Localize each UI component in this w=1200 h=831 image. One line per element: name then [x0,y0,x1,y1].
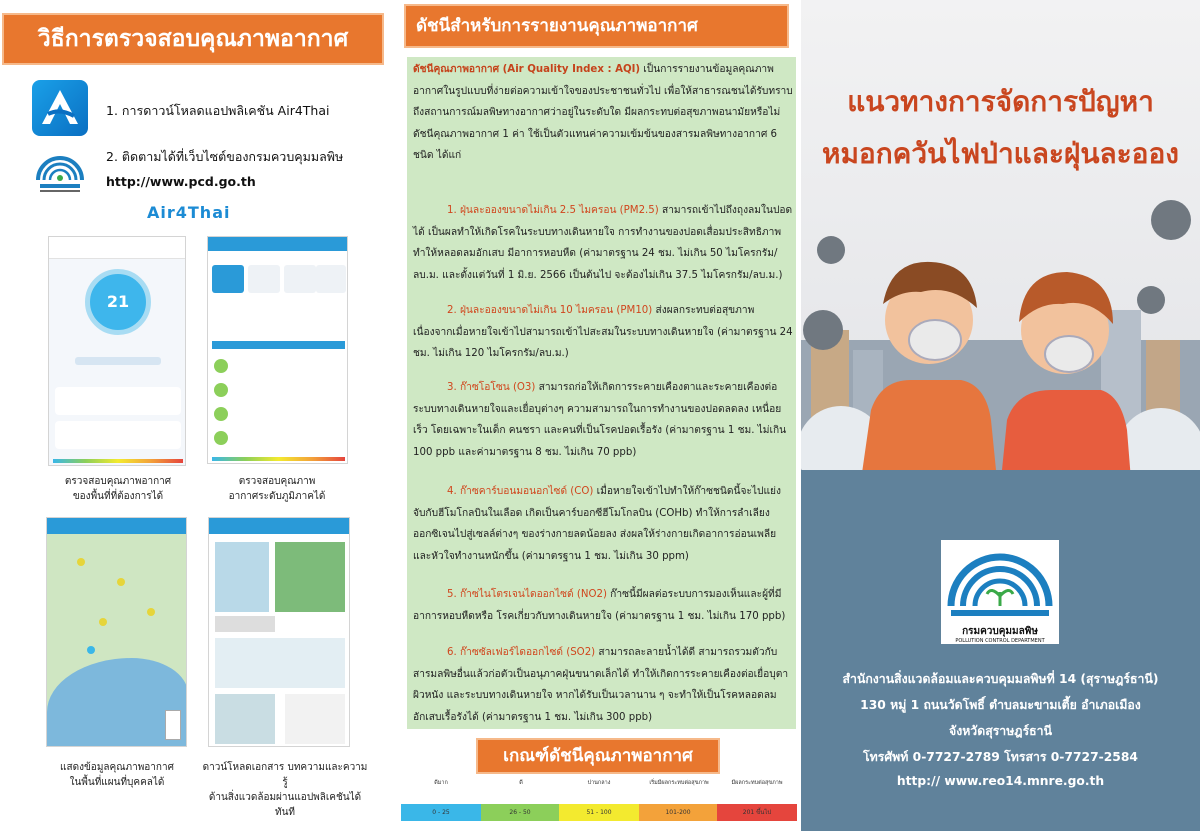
aqi-level-label: ดี [519,780,523,786]
cover-panel [801,0,1200,831]
pcd-logo-icon [32,140,88,196]
aqi-intro-body: เป็นการรายงานข้อมูลคุณภาพอากาศในรูปแบบที่ง่ายต่อความเข้าใจของประชาชนทั่วไป เพื่อให้สาธารณชนได้รับทราบถึงสถานการณ์มลพิษทางอากาศว่าอยู่ในระดับใด มีผลกระทบต่อสุขภาพอนามัยหรือไม่ ดัชนีคุณภาพอากาศ 1 ค่า ใช้เป็นตัวแทนค่าความเข้มข้นของสารมลพิษทางอากาศ 6 ชนิด ได้แก่ [413,64,793,161]
app-screenshot-aqi [48,236,186,466]
aqi-intro-head: ดัชนีคุณภาพอากาศ (Air Quality Index : AQI) [413,64,641,75]
pollutant-no2-head: 5. ก๊าซไนโตรเจนไดออกไซด์ (NO2) [447,589,607,600]
pollutant-o3-head: 3. ก๊าซโอโซน (O3) [447,382,536,393]
pollutant-pm10-body: ส่งผลกระทบต่อสุขภาพเนื่องจากเมื่อหายใจเข้าไปสามารถเข้าไปสะสมในระบบทางเดินหายใจ (ค่ามาตรฐาน 24 ชม. ไม่เกิน 120 ไมโครกรัม/ลบ.ม.) [413,305,793,359]
air4thai-app-icon[interactable] [32,80,88,136]
cover-title-line1: แนวทางการจัดการปัญหา [847,85,1154,118]
office-province: จังหวัดสุราษฎร์ธานี [948,724,1052,738]
cover-title-line2: หมอกควันไฟป่าและฝุ่นละออง [822,137,1179,170]
air4thai-brand: Air4Thai [147,203,231,222]
regional-office-name: สำนักงานสิ่งแวดล้อมและควบคุมมลพิษที่ 14 (สุราษฎร์ธานี) [842,672,1159,686]
app-screenshot-regional [207,236,348,464]
pollutant-co-body: เมื่อหายใจเข้าไปทำให้ก๊าซชนิดนี้จะไปแย่งจับกับฮีโมโกลบินในเลือด เกิดเป็นคาร์บอกซีฮีโมโกลบิน (COHb) ทำให้การลำเลียงออกซิเจนไปสู่เซลล์ต่างๆ ของร่างกายลดน้อยลง ส่งผลให้ร่างกายเกิดอาการอ่อนเพลีย และหัวใจทำงานหนักขึ้น (ค่ามาตรฐาน 1 ชม. ไม่เกิน 30 ppm) [413,486,781,562]
shot2-caption: ตรวจสอบคุณภาพ อากาศระดับภูมิภาคได้ [228,476,326,502]
office-website-link[interactable]: http:// www.reo14.mnre.go.th [896,774,1105,788]
pollutant-co [413,481,793,567]
smog-illustration [801,180,1200,480]
pollutant-co-head: 4. ก๊าซคาร์บอนมอนอกไซด์ (CO) [447,486,594,497]
pollutant-so2-body: สามารถละลายน้ำได้ดี สามารถรวมตัวกับสารมลพิษอื่นแล้วก่อตัวเป็นอนุภาคฝุ่นขนาดเล็กได้ ทำให้เกิดการระคายเคืองต่อเยื่อบุตา ผิวหนัง และระบบทางเดินหายใจ หากได้รับเป็นเวลานาน ๆ จะทำให้เป็นโรคหลอดลมอักเสบเรื้อรังได้ (ค่ามาตรฐาน 1 ชม. ไม่เกิน 300 ppb) [413,647,789,723]
aqi-level-label: มีผลกระทบต่อสุขภาพ [731,780,783,786]
aqi-level-label: เริ่มมีผลกระทบต่อสุขภาพ [649,780,709,786]
aqi-description-box [407,57,796,729]
pollutant-pm25-head: 1. ฝุ่นละอองขนาดไม่เกิน 2.5 ไมครอน (PM2.5) [447,205,659,216]
pcd-dept-name: กรมควบคุมมลพิษ [941,624,1059,639]
aqi-range-unhealthy-sensitive: 101-200 [639,804,717,821]
shot3-caption: แสดงข้อมูลคุณภาพอากาศ ในพื้นที่แผนที่บุคคลได้ [60,762,174,788]
aqi-circle [85,269,151,335]
pollutant-no2 [413,584,793,627]
aqi-intro [413,59,793,167]
cover-title [801,76,1200,180]
office-address: 130 หมู่ 1 ถนนวัดโพธิ์ ตำบลมะขามเตี้ย อำเภอเมือง [860,698,1141,712]
pollutant-pm25 [413,200,793,286]
office-phone-fax: โทรศัพท์ 0-7727-2789 โทรสาร 0-7727-2584 [863,750,1138,764]
step-download-app: 1. การดาวน์โหลดแอปพลิเคชัน Air4Thai [106,103,330,118]
pollutant-so2 [413,642,793,728]
shot1-caption: ตรวจสอบคุณภาพอากาศ ของพื้นที่ที่ต้องการได้ [64,476,172,502]
aqi-info-panel [399,0,801,831]
shot4-caption: ดาวน์โหลดเอกสาร บทความและความรู้ ด้านสิ่งแวดล้อมผ่านแอปพลิเคชันได้ทันที [202,762,368,818]
pcd-website-link[interactable]: http://www.pcd.go.th [106,174,256,189]
pollutant-o3 [413,377,793,463]
pollutant-pm10-head: 2. ฝุ่นละอองขนาดไม่เกิน 10 ไมครอน (PM10) [447,305,653,316]
pollutant-no2-body: ก๊าซนี้มีผลต่อระบบการมองเห็นและผู้ที่มีอาการหอบหืดหรือ โรคเกี่ยวกับทางเดินหายใจ (ค่ามาตรฐาน 1 ชม. ไม่เกิน 170 ppb) [413,589,786,622]
step-follow-website: 2. ติดตามได้ที่เว็บไซต์ของกรมควบคุมมลพิษ [106,149,344,164]
aqi-range-unhealthy: 201 ขึ้นไป [717,804,797,821]
aqi-level-label: ปานกลาง [587,780,611,786]
pollutant-o3-body: สามารถก่อให้เกิดการระคายเคืองตาและระคายเคืองต่อระบบทางเดินหายใจและเยื่อบุต่างๆ ความสามารถในการทำงานของปอดลดลง เหนื่อยเร็ว โดยเฉพาะในเด็ก คนชรา และคนที่เป็นโรคปอดเรื้อรัง (ค่ามาตรฐาน 1 ชม. ไม่เกิน 100 ppb และค่ามาตรฐาน 8 ชม. ไม่เกิน 70 ppb) [413,382,787,458]
panel2-title: ดัชนีสำหรับการรายงานคุณภาพอากาศ [404,4,789,48]
pollutant-pm25-body: สามารถเข้าไปถึงถุงลมในปอดได้ เป็นผลทำให้เกิดโรคในระบบทางเดินหายใจ การทำงานของปอดเสื่อมประสิทธิภาพทำให้หลอดลมอักเสบ มีอาการหอบหืด (ค่ามาตรฐาน 24 ชม. ไม่เกิน 50 ไมโครกรัม/ลบ.ม. และตั้งแต่วันที่ 1 มิ.ย. 2566 เป็นต้นไป จะต้องไม่เกิน 37.5 ไมโครกรัม/ลบ.ม.) [413,205,793,281]
how-to-check-panel [0,0,399,831]
pollutant-pm10 [413,300,793,365]
app-screenshot-documents [208,517,350,747]
aqi-level-label: ดีมาก [434,780,448,786]
pollutant-so2-head: 6. ก๊าซซัลเฟอร์ไดออกไซด์ (SO2) [447,647,596,658]
pcd-dept-english: POLLUTION CONTROL DEPARTMENT [941,638,1059,644]
aqi-criteria-title: เกณฑ์ดัชนีคุณภาพอากาศ [476,738,720,774]
aqi-range-good: 26 - 50 [481,804,559,821]
aqi-value: 21 [106,292,130,311]
aqi-range-moderate: 51 - 100 [559,804,639,821]
panel1-title: วิธีการตรวจสอบคุณภาพอากาศ [2,13,384,65]
aqi-range-very-good: 0 - 25 [401,804,481,821]
aqi-scale-table [401,776,799,824]
app-screenshot-map [46,517,187,747]
map-zoom-control[interactable] [165,710,181,740]
